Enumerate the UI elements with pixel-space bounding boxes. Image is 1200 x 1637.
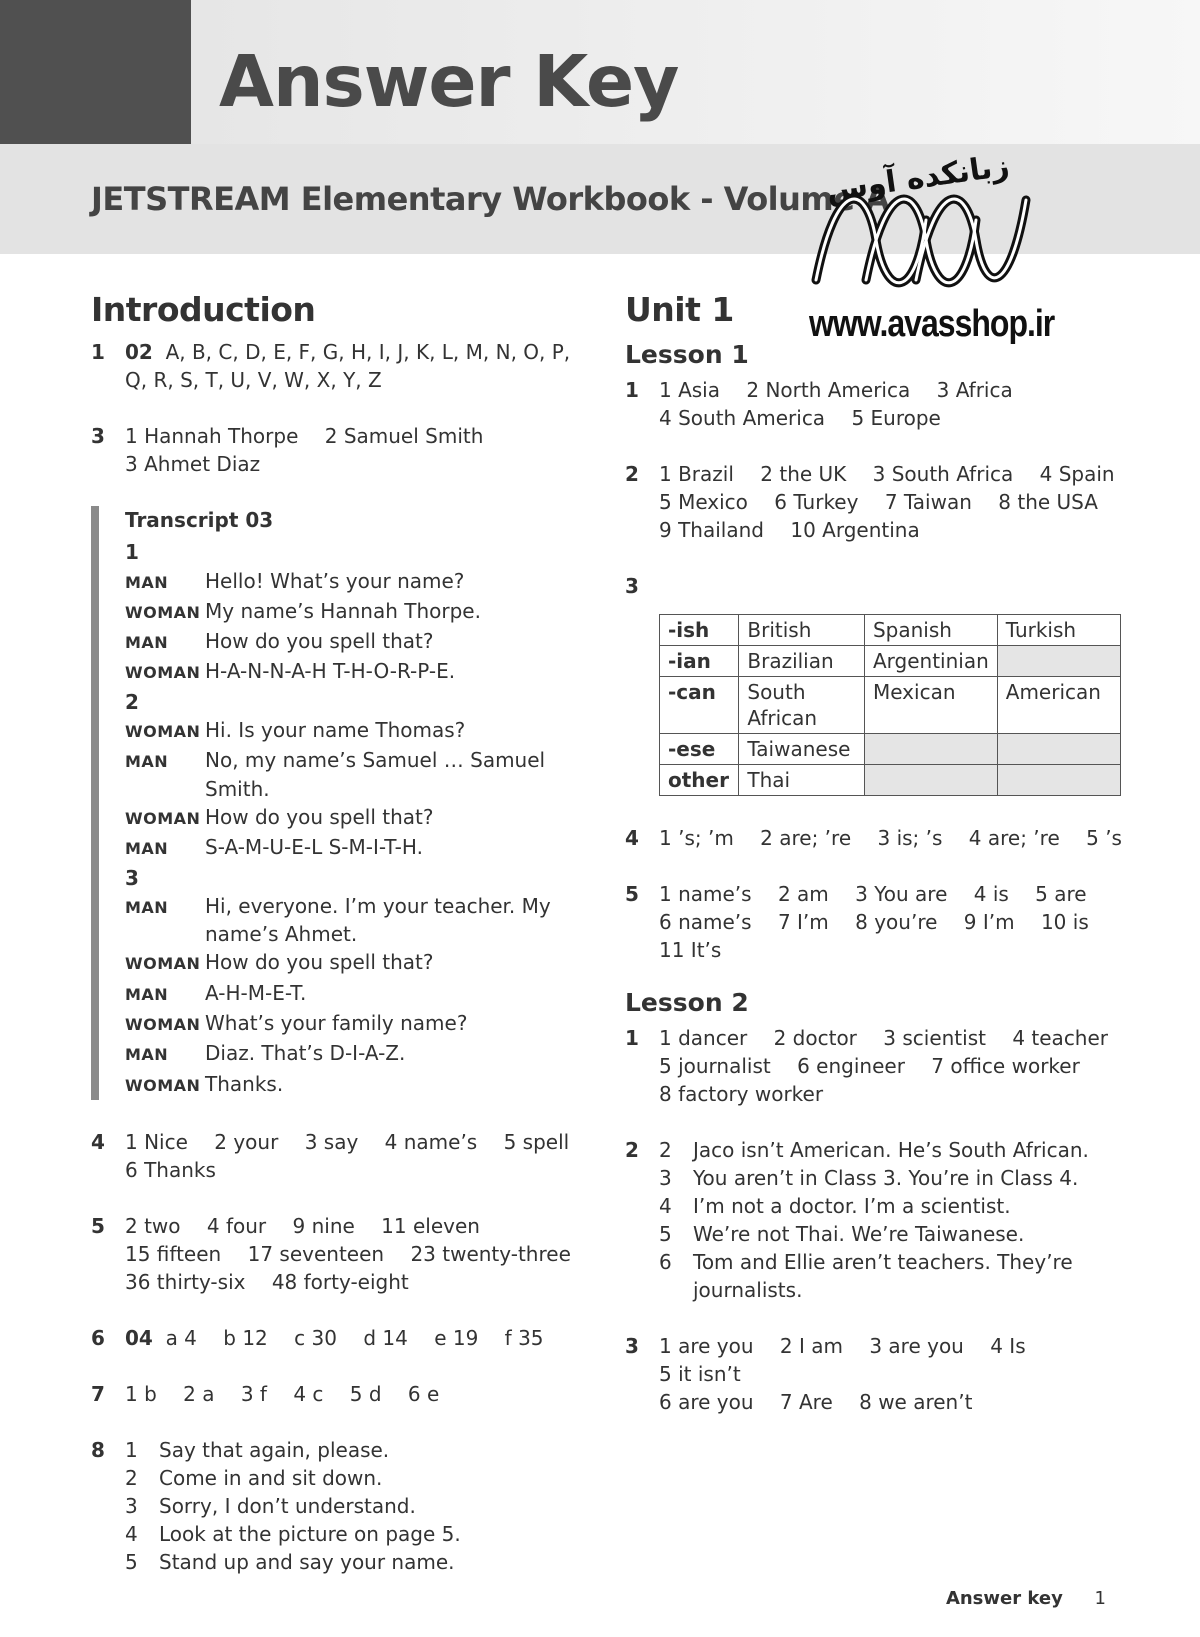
list-item	[659, 1136, 1145, 1164]
speaker: WOMAN	[125, 722, 201, 742]
answer-item: 1 dancer	[659, 1026, 748, 1050]
table-row	[660, 677, 1121, 734]
dialogue-line	[125, 657, 591, 687]
answer-item: e 19	[434, 1325, 479, 1350]
answer-item: 3 Africa	[936, 378, 1013, 402]
answer-item: 6 Thanks	[125, 1157, 216, 1182]
answer-item: 5 ’s	[1086, 826, 1122, 850]
answer-item: 4 name’s	[384, 1129, 478, 1154]
section-heading-unit-1: Unit 1	[625, 290, 734, 329]
dialogue-line	[125, 833, 591, 863]
answer-item: b 12	[223, 1325, 268, 1350]
table-cell: Spanish	[864, 615, 997, 646]
lesson2-exercise-1	[625, 1024, 1145, 1108]
exercise-number: 5	[625, 882, 639, 906]
exercise-number: 8	[91, 1437, 105, 1462]
answer-item: 3 You are	[855, 882, 948, 906]
item-number: 3	[659, 1166, 672, 1190]
answer-item: 8 we aren’t	[859, 1390, 973, 1414]
footer-label: Answer key	[945, 1588, 1063, 1609]
utterance: How do you spell that?	[205, 804, 434, 829]
speaker: WOMAN	[125, 1015, 201, 1035]
dialogue-number: 1	[125, 540, 139, 565]
utterance: How do you spell that?	[205, 950, 434, 975]
item-number: 2	[125, 1465, 138, 1490]
page-footer	[946, 1588, 1106, 1609]
item-text: Say that again, please.	[159, 1437, 390, 1462]
exercise-8	[91, 1436, 591, 1576]
speaker: MAN	[125, 633, 169, 653]
exercise-number: 3	[625, 1334, 639, 1358]
dialogue-line	[125, 979, 591, 1009]
answer-item: 8 you’re	[855, 910, 938, 934]
answer-item: 8 factory worker	[659, 1082, 824, 1106]
table-cell: South African	[739, 677, 865, 734]
answer-item: 3 is; ’s	[877, 826, 943, 850]
answer-item: 2 Samuel Smith	[324, 424, 484, 448]
transcript-box	[91, 506, 591, 1100]
exercise-number: 5	[91, 1213, 105, 1238]
nationality-table	[659, 614, 1121, 796]
answer-item: 4 c	[293, 1381, 324, 1406]
answer-item: f 35	[504, 1325, 544, 1350]
answer-item: 2 your	[214, 1129, 279, 1154]
transcript-title: Transcript 03	[125, 508, 274, 532]
answer-item: 8 the USA	[998, 490, 1098, 514]
table-cell-empty	[997, 734, 1120, 765]
speaker: MAN	[125, 984, 169, 1004]
speaker: WOMAN	[125, 954, 201, 974]
answer-item: 2 doctor	[773, 1026, 857, 1050]
answer-item: 4 Is	[990, 1334, 1026, 1358]
utterance: No, my name’s Samuel … Samuel Smith.	[205, 748, 546, 801]
item-number: 6	[659, 1250, 672, 1274]
item-text: Sorry, I don’t understand.	[159, 1493, 416, 1518]
dialogue-line	[125, 627, 591, 657]
table-cell-empty	[864, 734, 997, 765]
answer-item: 7 I’m	[777, 910, 829, 934]
table-cell: -ese	[660, 734, 739, 765]
utterance: Diaz. That’s D-I-A-Z.	[205, 1041, 406, 1066]
dialogue-line	[125, 746, 591, 803]
table-cell: Thai	[739, 765, 865, 796]
dialogue-line	[125, 716, 591, 746]
table-cell: Mexican	[864, 677, 997, 734]
answer-item: 2 two	[125, 1213, 181, 1238]
left-column	[91, 290, 591, 1576]
exercise-number: 4	[625, 826, 639, 850]
item-number: 5	[659, 1222, 672, 1246]
item-text: Look at the picture on page 5.	[159, 1521, 461, 1546]
answer-item: 5 d	[349, 1381, 382, 1406]
lesson1-exercise-2	[625, 460, 1145, 544]
table-cell: -can	[660, 677, 739, 734]
answer-item: 17 seventeen	[247, 1241, 385, 1266]
speaker: MAN	[125, 752, 169, 772]
answer-item: 4 are; ’re	[968, 826, 1060, 850]
table-cell: -ian	[660, 646, 739, 677]
exercise-6	[91, 1324, 591, 1352]
utterance: Thanks.	[205, 1071, 284, 1096]
item-number: 4	[659, 1194, 672, 1218]
answer-item: 3 say	[304, 1129, 359, 1154]
answer-item: 9 nine	[292, 1213, 355, 1238]
answer-item: 4 four	[206, 1213, 267, 1238]
lesson2-exercise-3	[625, 1332, 1145, 1416]
item-text: Stand up and say your name.	[159, 1549, 455, 1574]
answer-item: 6 engineer	[797, 1054, 905, 1078]
table-cell: Taiwanese	[739, 734, 865, 765]
lesson-heading-2: Lesson 2	[625, 988, 749, 1017]
answer-item: 3 scientist	[883, 1026, 986, 1050]
exercise-1	[91, 338, 591, 394]
speaker: WOMAN	[125, 1075, 201, 1095]
answer-item: 9 Thailand	[659, 518, 764, 542]
answer-item: 23 twenty-three	[410, 1241, 571, 1266]
book-subtitle: JETSTREAM Elementary Workbook - Volume A	[91, 180, 890, 218]
table-row	[660, 615, 1121, 646]
lesson-heading-1: Lesson 1	[625, 340, 749, 369]
answer-item: 36 thirty-six	[125, 1269, 246, 1294]
list-item	[125, 1492, 591, 1520]
dialogue-number: 3	[125, 865, 139, 890]
exercise-number: 2	[625, 462, 639, 486]
speaker: MAN	[125, 572, 169, 592]
answer-item: 3 are you	[869, 1334, 964, 1358]
table-cell-empty	[997, 646, 1120, 677]
speaker: WOMAN	[125, 602, 201, 622]
table-cell: British	[739, 615, 865, 646]
answer-item: 6 e	[407, 1381, 440, 1406]
exercise-number: 7	[91, 1381, 105, 1406]
answer-item: 4 teacher	[1012, 1026, 1109, 1050]
dialogue-line	[125, 803, 591, 833]
table-cell-empty	[864, 765, 997, 796]
item-text: Jaco isn’t American. He’s South African.	[693, 1138, 1089, 1162]
list-item	[125, 1520, 591, 1548]
exercise-number: 1	[625, 378, 639, 402]
answer-item: 7 office worker	[931, 1054, 1080, 1078]
avasshop-logo-icon	[806, 140, 1036, 300]
table-cell: American	[997, 677, 1120, 734]
item-number: 5	[125, 1549, 138, 1574]
alphabet-answer: A, B, C, D, E, F, G, H, I, J, K, L, M, N, O, P, Q, R, S, T, U, V, W, X, Y, Z	[125, 340, 571, 392]
item-number: 1	[125, 1437, 138, 1462]
answer-item: 1 Brazil	[659, 462, 734, 486]
dialogue-line	[125, 1070, 591, 1100]
dialogue-line	[125, 948, 591, 978]
exercise-number: 1	[625, 1026, 639, 1050]
item-text: You aren’t in Class 3. You’re in Class 4.	[693, 1166, 1079, 1190]
dialogue-line	[125, 892, 591, 949]
lesson1-exercise-3	[625, 572, 1145, 600]
table-cell: Brazilian	[739, 646, 865, 677]
dialogue-line	[125, 1039, 591, 1069]
lesson1-exercise-1	[625, 376, 1145, 432]
list-item	[125, 1548, 591, 1576]
answer-item: 48 forty-eight	[271, 1269, 409, 1294]
dialogue-number: 2	[125, 689, 139, 714]
answer-item: 5 are	[1035, 882, 1087, 906]
answer-item: 1 Hannah Thorpe	[125, 424, 299, 448]
answer-item: 5 Mexico	[659, 490, 748, 514]
answer-item: 2 North America	[746, 378, 911, 402]
page-number: 1	[1094, 1588, 1106, 1609]
answer-item: 2 are; ’re	[760, 826, 852, 850]
utterance: How do you spell that?	[205, 629, 434, 654]
answer-item: 2 a	[183, 1381, 215, 1406]
logo-persian-text: زبانکده آوس	[824, 148, 1012, 209]
utterance: S-A-M-U-E-L S-M-I-T-H.	[205, 835, 423, 860]
lesson2-exercise-2	[625, 1136, 1145, 1304]
list-item	[659, 1192, 1145, 1220]
answer-item: 5 Europe	[851, 406, 941, 430]
answer-item: 1 Asia	[659, 378, 720, 402]
page-title: Answer Key	[219, 40, 679, 123]
answer-item: 15 fifteen	[125, 1241, 222, 1266]
answer-item: 9 I’m	[963, 910, 1015, 934]
exercise-number: 1	[91, 340, 105, 364]
table-cell: Turkish	[997, 615, 1120, 646]
speaker: MAN	[125, 897, 169, 917]
answer-item: 10 Argentina	[790, 518, 920, 542]
exercise-4	[91, 1128, 591, 1184]
exercise-number: 4	[91, 1129, 105, 1154]
table-cell: Argentinian	[864, 646, 997, 677]
list-item	[659, 1220, 1145, 1248]
dialogue-line	[125, 1009, 591, 1039]
speaker: MAN	[125, 1045, 169, 1065]
exercise-number: 6	[91, 1325, 105, 1350]
section-heading-introduction: Introduction	[91, 290, 316, 329]
table-cell-empty	[997, 765, 1120, 796]
answer-item: 4 Spain	[1039, 462, 1115, 486]
answer-item: 1 Nice	[125, 1129, 188, 1154]
answer-item: 1 are you	[659, 1334, 754, 1358]
utterance: Hello! What’s your name?	[205, 568, 465, 593]
item-number: 4	[125, 1521, 138, 1546]
exercise-3	[91, 422, 591, 478]
answer-item: 11 eleven	[381, 1213, 480, 1238]
lesson1-exercise-4	[625, 824, 1145, 852]
speaker: MAN	[125, 839, 169, 859]
lesson1-exercise-5	[625, 880, 1145, 964]
answer-item: 3 South Africa	[872, 462, 1014, 486]
answer-item: 10 is	[1040, 910, 1089, 934]
answer-item: 4 is	[973, 882, 1009, 906]
answer-item: 6 are you	[659, 1390, 754, 1414]
answer-item: 5 journalist	[659, 1054, 771, 1078]
exercise-number: 3	[91, 424, 105, 448]
speaker: WOMAN	[125, 663, 201, 683]
item-text: I’m not a doctor. I’m a scientist.	[693, 1194, 1011, 1218]
list-item	[659, 1164, 1145, 1192]
answer-item: a 4	[165, 1325, 197, 1350]
exercise-5	[91, 1212, 591, 1296]
header-dark-block	[0, 0, 191, 144]
track-number: 02	[125, 340, 153, 364]
utterance: My name’s Hannah Thorpe.	[205, 598, 481, 623]
table-row	[660, 646, 1121, 677]
utterance: H-A-N-N-A-H T-H-O-R-P-E.	[205, 659, 456, 684]
exercise-number: 3	[625, 574, 639, 598]
answer-item: 5 spell	[503, 1129, 570, 1154]
list-item	[659, 1248, 1145, 1304]
table-cell: other	[660, 765, 739, 796]
exercise-7	[91, 1380, 591, 1408]
right-column	[625, 290, 1145, 1416]
list-item	[125, 1436, 591, 1464]
utterance: A-H-M-E-T.	[205, 980, 307, 1005]
utterance: What’s your family name?	[205, 1011, 468, 1036]
logo-url: www.avasshop.ir	[809, 301, 1055, 345]
answer-item: 11 It’s	[659, 938, 722, 962]
item-text: Tom and Ellie aren’t teachers. They’re journalists.	[693, 1250, 1073, 1302]
answer-item: 3 f	[240, 1381, 267, 1406]
table-cell: -ish	[660, 615, 739, 646]
answer-item: 2 I am	[779, 1334, 843, 1358]
answer-item: 2 the UK	[760, 462, 847, 486]
answer-item: 1 b	[125, 1381, 157, 1406]
answer-item: 1 ’s; ’m	[659, 826, 734, 850]
dialogue-line	[125, 597, 591, 627]
answer-item: d 14	[363, 1325, 408, 1350]
list-item	[125, 1464, 591, 1492]
item-number: 2	[659, 1138, 672, 1162]
answer-item: 6 name’s	[659, 910, 752, 934]
item-text: We’re not Thai. We’re Taiwanese.	[693, 1222, 1025, 1246]
answer-item: 7 Taiwan	[884, 490, 972, 514]
answer-item: 6 Turkey	[774, 490, 859, 514]
dialogue-line	[125, 567, 591, 597]
answer-item: 2 am	[777, 882, 829, 906]
answer-item: 5 it isn’t	[659, 1362, 741, 1386]
answer-item: 4 South America	[659, 406, 826, 430]
answer-item: 7 Are	[779, 1390, 833, 1414]
track-number: 04	[125, 1325, 153, 1350]
answer-item: 3 Ahmet Diaz	[125, 452, 261, 476]
item-text: Come in and sit down.	[159, 1465, 383, 1490]
utterance: Hi, everyone. I’m your teacher. My name’s Ahmet.	[205, 893, 551, 947]
table-row	[660, 765, 1121, 796]
exercise-number: 2	[625, 1138, 639, 1162]
item-number: 3	[125, 1493, 138, 1518]
speaker: WOMAN	[125, 808, 201, 828]
table-row	[660, 734, 1121, 765]
answer-item: 1 name’s	[659, 882, 752, 906]
answer-item: c 30	[294, 1325, 337, 1350]
utterance: Hi. Is your name Thomas?	[205, 718, 466, 743]
